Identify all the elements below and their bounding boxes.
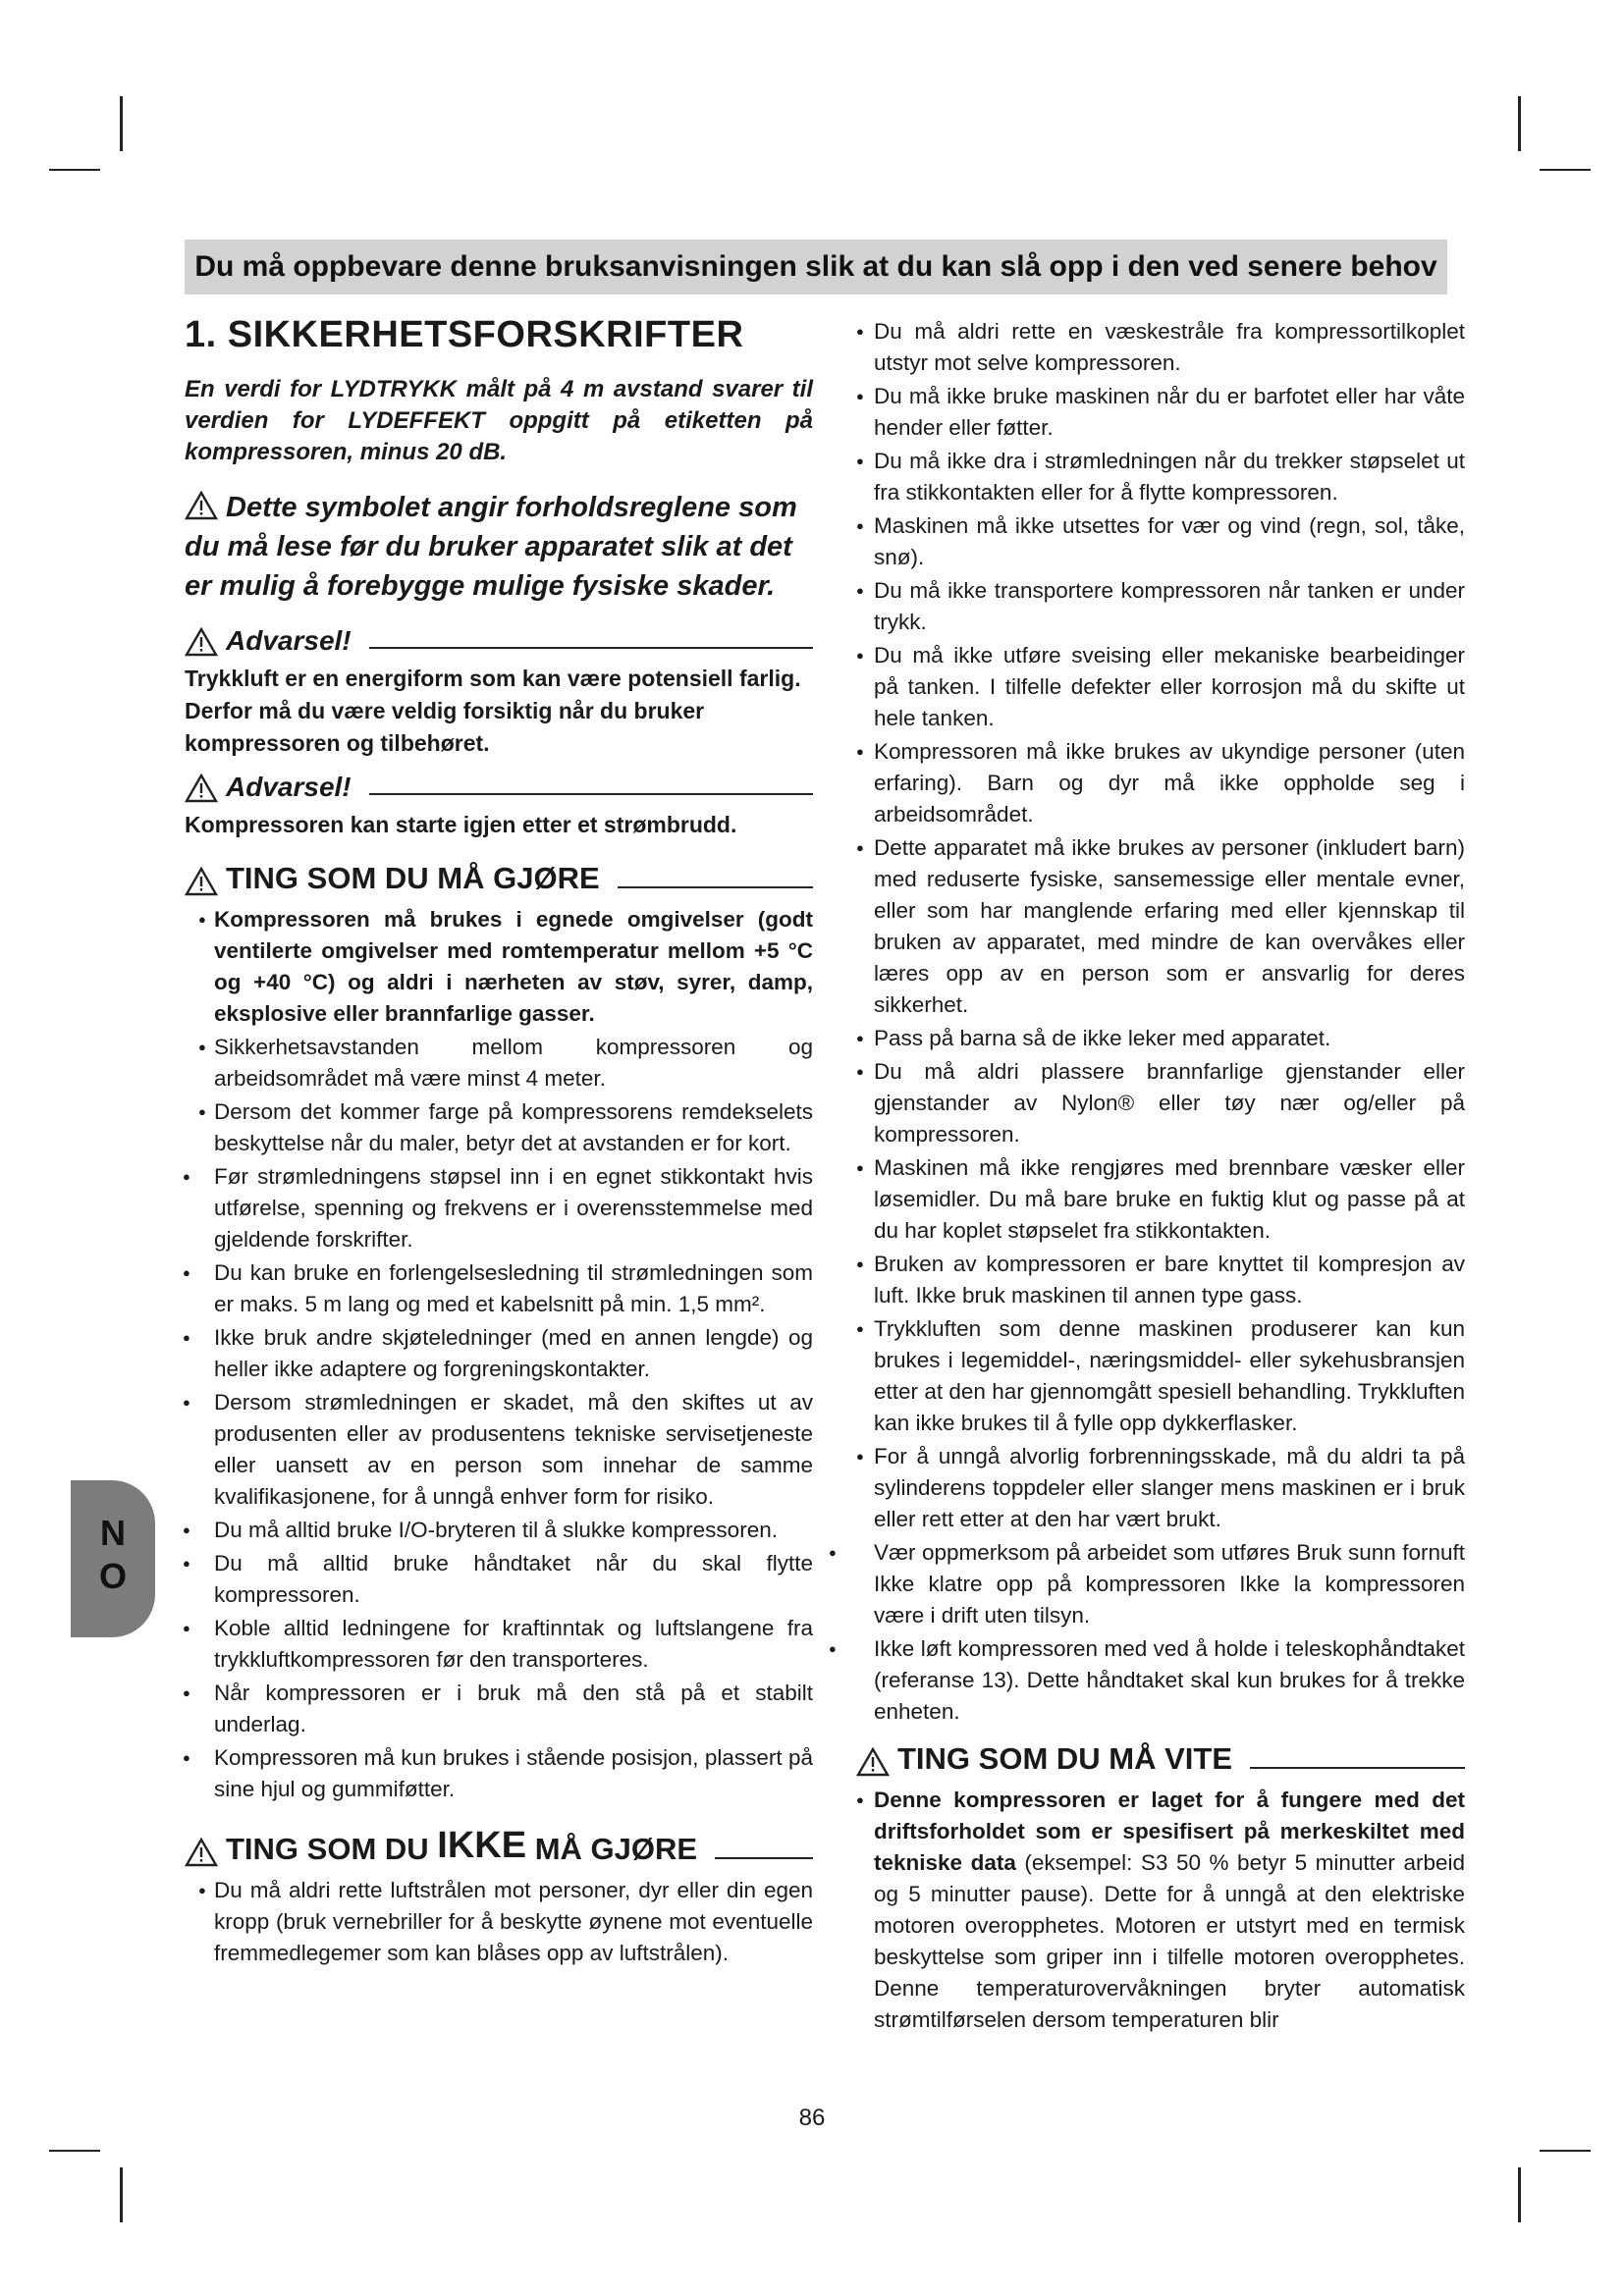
list-item: ● Du må aldri rette luftstrålen mot personer, dyr eller din egen kropp (bruk vernebriller for å beskytte øynene mot eventuelle fremmedlegemer som kan blåses opp av luftstrålen). [185, 1875, 813, 1969]
know-list [856, 1785, 1465, 2036]
list-item: ● Pass på barna så de ikke leker med apparatet. [856, 1023, 1465, 1054]
list-item: ● Før strømledningens støpsel inn i en egnet stikkontakt hvis utførelse, spenning og frekvens er i overensstemmelse med gjeldende forskrifter. [185, 1161, 813, 1255]
heading-rule [1250, 1766, 1465, 1769]
list-item: ● For å unngå alvorlig forbrenningsskade, må du aldri ta på sylinderens toppdeler eller slanger mens maskinen er i bruk eller rett etter at den har vært brukt. [856, 1441, 1465, 1535]
list-item: ● Kompressoren må brukes i egnede omgivelser (godt ventilerte omgivelser med romtemperatur mellom +5 °C og +40 °C) og aldri i nærheten av støv, syrer, damp, eksplosive eller brannfarlige gasser. [185, 904, 813, 1030]
warning-triangle-icon [185, 867, 218, 896]
list-item: ● Maskinen må ikke rengjøres med brennbare væsker eller løsemidler. Du må bare bruke en fuktig klut og passe på at du har koplet støpselet fra stikkontakten. [856, 1152, 1465, 1247]
heading-rule [618, 885, 813, 888]
symbol-note [185, 488, 813, 606]
do-section-title: TING SOM DU MÅ GJØRE [226, 861, 600, 895]
crop-mark [120, 96, 123, 151]
list-item: ● Maskinen må ikke utsettes for vær og vind (regn, sol, tåke, snø). [856, 510, 1465, 573]
warning1-title: Advarsel! [226, 625, 352, 656]
crop-mark [120, 2167, 123, 2222]
heading-rule [369, 646, 813, 649]
know-lead-rest: (eksempel: S3 50 % betyr 5 minutter arbeid og 5 minutter pause). Dette for å unngå at den elektriske motoren overopphetes. Motoren er utstyrt med en termisk beskyttelse som griper inn i tilfelle motoren overopphetes. Denne temperaturovervåkningen bryter automatisk strømtilførselen dersom temperaturen blir [874, 1850, 1465, 2032]
page-number: 86 [798, 2105, 826, 2131]
list-item: ● Du må ikke bruke maskinen når du er barfotet eller har våte hender eller føtter. [856, 381, 1465, 444]
list-item [856, 1785, 1465, 2036]
list-item: ● Du må alltid bruke håndtaket når du skal flytte kompressoren. [185, 1548, 813, 1611]
know-section-title: TING SOM DU MÅ VITE [897, 1741, 1232, 1776]
dont-list-left [185, 1875, 813, 1969]
warning1-heading [185, 625, 813, 657]
language-tab-letter: O [98, 1556, 127, 1596]
language-tab [71, 1480, 155, 1637]
list-item: ● Du må ikke transportere kompressoren når tanken er under trykk. [856, 575, 1465, 638]
dont-section-heading [185, 1825, 813, 1867]
list-item: ● Dersom strømledningen er skadet, må den skiftes ut av produsenten eller av produsentens tekniske servisetjeneste eller uansett av en person som innehar de samme kvalifikasjonene, for å unngå enhver form for risiko. [185, 1387, 813, 1513]
know-section-heading [856, 1741, 1465, 1777]
heading-rule [715, 1856, 813, 1859]
dont-title-post: MÅ GJØRE [534, 1832, 698, 1866]
heading-rule [369, 792, 813, 795]
crop-mark [49, 2150, 100, 2152]
warning-triangle-icon [185, 774, 218, 803]
crop-mark [1518, 96, 1521, 151]
do-section-heading [185, 861, 813, 896]
warning-triangle-icon [856, 1747, 890, 1777]
list-item: ● Trykkluften som denne maskinen produserer kan kun brukes i legemiddel-, næringsmiddel- eller sykehusbransjen etter at den har gjennomgått spesiell behandling. Trykkluften kan ikke brukes til å fylle opp dykkerflasker. [856, 1313, 1465, 1439]
list-item: ● Når kompressoren er i bruk må den stå på et stabilt underlag. [185, 1678, 813, 1740]
warning-triangle-icon [185, 491, 218, 520]
list-item: ● Du må ikke utføre sveising eller mekaniske bearbeidinger på tanken. I tilfelle defekter eller korrosjon må du skifte ut hele tanken. [856, 640, 1465, 734]
list-item: ● Kompressoren må kun brukes i stående posisjon, plassert på sine hjul og gummiføtter. [185, 1742, 813, 1805]
list-item: ● Du må aldri plassere brannfarlige gjenstander eller gjenstander av Nylon® eller tøy nær og/eller på kompressoren. [856, 1056, 1465, 1150]
do-list [185, 904, 813, 1805]
warning-triangle-icon [185, 1838, 218, 1867]
list-item: ● Ikke løft kompressoren med ved å holde i teleskophåndtaket (referanse 13). Dette håndtaket skal kun brukes for å trekke enheten. [856, 1633, 1465, 1728]
crop-mark [1540, 2150, 1591, 2152]
list-item: ● Koble alltid ledningene for kraftinntak og luftslangene fra trykkluftkompressoren før den transporteres. [185, 1613, 813, 1676]
list-item: ● Du må aldri rette en væskestråle fra kompressortilkoplet utstyr mot selve kompressoren. [856, 316, 1465, 379]
warning2-title: Advarsel! [226, 772, 352, 802]
left-column [185, 314, 813, 1971]
dont-title-pre: TING SOM DU [226, 1832, 429, 1866]
list-item: ● Ikke bruk andre skjøteledninger (med en annen lengde) og heller ikke adaptere og forgreningskontakter. [185, 1322, 813, 1385]
crop-mark [1518, 2167, 1521, 2222]
list-item: ● Sikkerhetsavstanden mellom kompressoren og arbeidsområdet må være minst 4 meter. [185, 1032, 813, 1095]
intro-note: En verdi for LYDTRYKK målt på 4 m avstand svarer til verdien for LYDEFFEKT oppgitt på etiketten på kompressoren, minus 20 dB. [185, 376, 813, 465]
list-item: ● Kompressoren må ikke brukes av ukyndige personer (uten erfaring). Barn og dyr må ikke oppholde seg i arbeidsområdet. [856, 736, 1465, 830]
list-item: ● Dette apparatet må ikke brukes av personer (inkludert barn) med reduserte fysiske, sansemessige eller mentale evner, eller som har manglende erfaring med eller kjennskap til bruken av apparatet, med mindre de kan overvåkes eller læres opp av en person som er ansvarlig for deres sikkerhet. [856, 832, 1465, 1021]
warning2-heading [185, 772, 813, 803]
list-item: ● Du må ikke dra i strømledningen når du trekker støpselet ut fra stikkontakten eller for å flytte kompressoren. [856, 446, 1465, 508]
right-column [856, 316, 1465, 2038]
know-lead-bold: Denne kompressoren er laget for å fungere med det driftsforholdet som er spesifisert på merkeskiltet med tekniske data [874, 1788, 1465, 1875]
dont-list-right [856, 316, 1465, 1728]
dont-title-big: IKKE [437, 1825, 527, 1866]
list-item: ● Vær oppmerksom på arbeidet som utføres Bruk sunn fornuft Ikke klatre opp på kompressoren Ikke la kompressoren være i drift uten tilsyn. [856, 1537, 1465, 1631]
crop-mark [49, 169, 100, 171]
language-tab-letter: N [100, 1513, 126, 1553]
warning2-text: Kompressoren kan starte igjen etter et strømbrudd. [185, 812, 737, 837]
page-title: 1. SIKKERHETSFORSKRIFTER [185, 314, 744, 355]
list-item: ● Du må alltid bruke I/O-bryteren til å slukke kompressoren. [185, 1515, 813, 1546]
header-banner: Du må oppbevare denne bruksanvisningen slik at du kan slå opp i den ved senere behov [185, 240, 1447, 294]
list-item: ● Bruken av kompressoren er bare knyttet til kompresjon av luft. Ikke bruk maskinen til annen type gass. [856, 1249, 1465, 1311]
crop-mark [1540, 169, 1591, 171]
warning-triangle-icon [185, 627, 218, 657]
list-item: ● Du kan bruke en forlengelsesledning til strømledningen som er maks. 5 m lang og med et kabelsnitt på min. 1,5 mm². [185, 1257, 813, 1320]
list-item: ● Dersom det kommer farge på kompressorens remdekselets beskyttelse når du maler, betyr det at avstanden er for kort. [185, 1096, 813, 1159]
symbol-note-text: Dette symbolet angir forholdsreglene som du må lese før du bruker apparatet slik at det er mulig å forebygge mulige fysiske skader. [185, 492, 797, 602]
warning1-text: Trykkluft er en energiform som kan være potensiell farlig. Derfor må du være veldig forsiktig når du bruker kompressoren og tilbehøret. [185, 666, 801, 756]
